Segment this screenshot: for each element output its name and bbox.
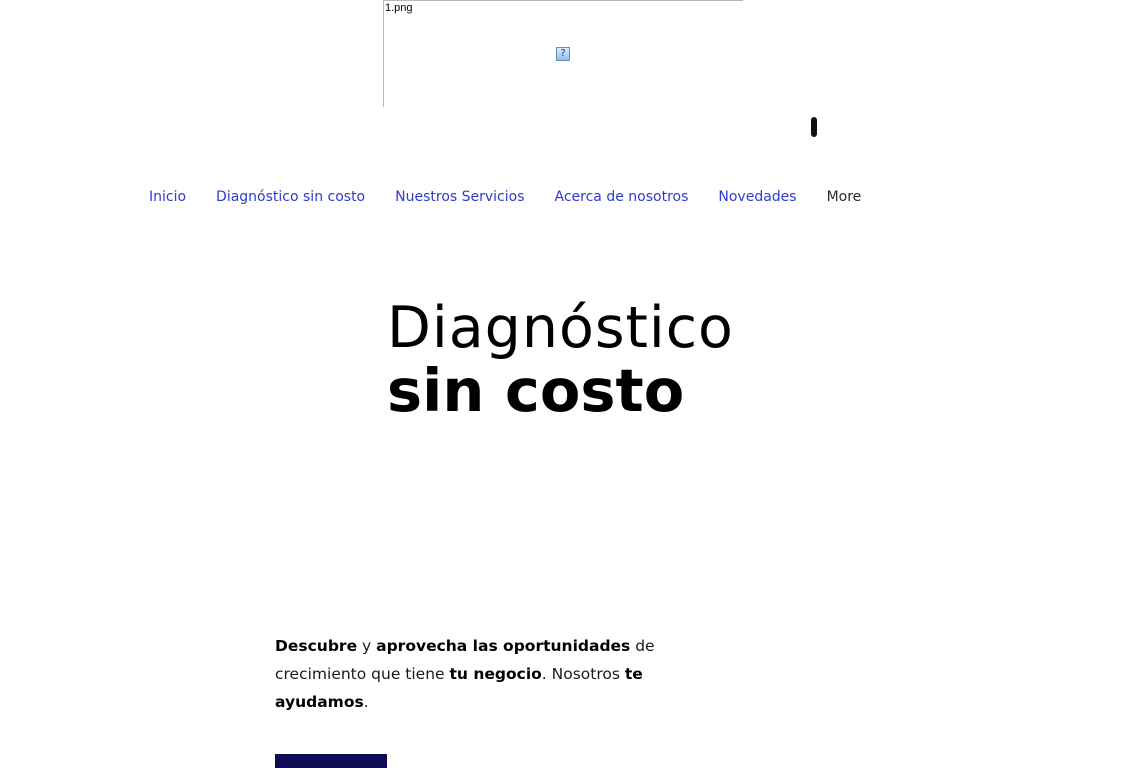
cta-button[interactable] [275, 754, 387, 768]
nav-item-novedades[interactable]: Novedades [718, 189, 797, 205]
intro-text-segment: y [357, 637, 377, 655]
page-title-line2: sin costo [387, 356, 685, 425]
intro-text-segment: aprovecha las oportunidades [376, 637, 631, 655]
nav-item-inicio[interactable]: Inicio [149, 189, 187, 205]
intro-text-segment: Descubre [275, 637, 358, 655]
intro-text-segment: de crecimiento que tiene [275, 637, 655, 683]
nav-item-acerca[interactable]: Acerca de nosotros [554, 189, 689, 205]
nav-more-button[interactable]: More [826, 189, 862, 205]
intro-paragraph [275, 632, 695, 716]
slider-handle[interactable] [811, 117, 817, 137]
banner-image [383, 0, 743, 107]
page-title-line1: Diagnóstico [387, 295, 734, 361]
banner-image-alt-text: 1.png [385, 2, 413, 14]
intro-text-segment: te ayudamos [275, 665, 643, 711]
broken-image-icon: ? [556, 47, 570, 61]
nav-item-servicios[interactable]: Nuestros Servicios [395, 189, 525, 205]
page-title [387, 295, 734, 425]
intro-text-segment: tu negocio [449, 665, 542, 683]
main-nav [149, 187, 861, 207]
nav-item-diagnostico[interactable]: Diagnóstico sin costo [216, 189, 366, 205]
intro-text-segment: . [363, 693, 369, 711]
intro-text-segment: . Nosotros [541, 665, 625, 683]
